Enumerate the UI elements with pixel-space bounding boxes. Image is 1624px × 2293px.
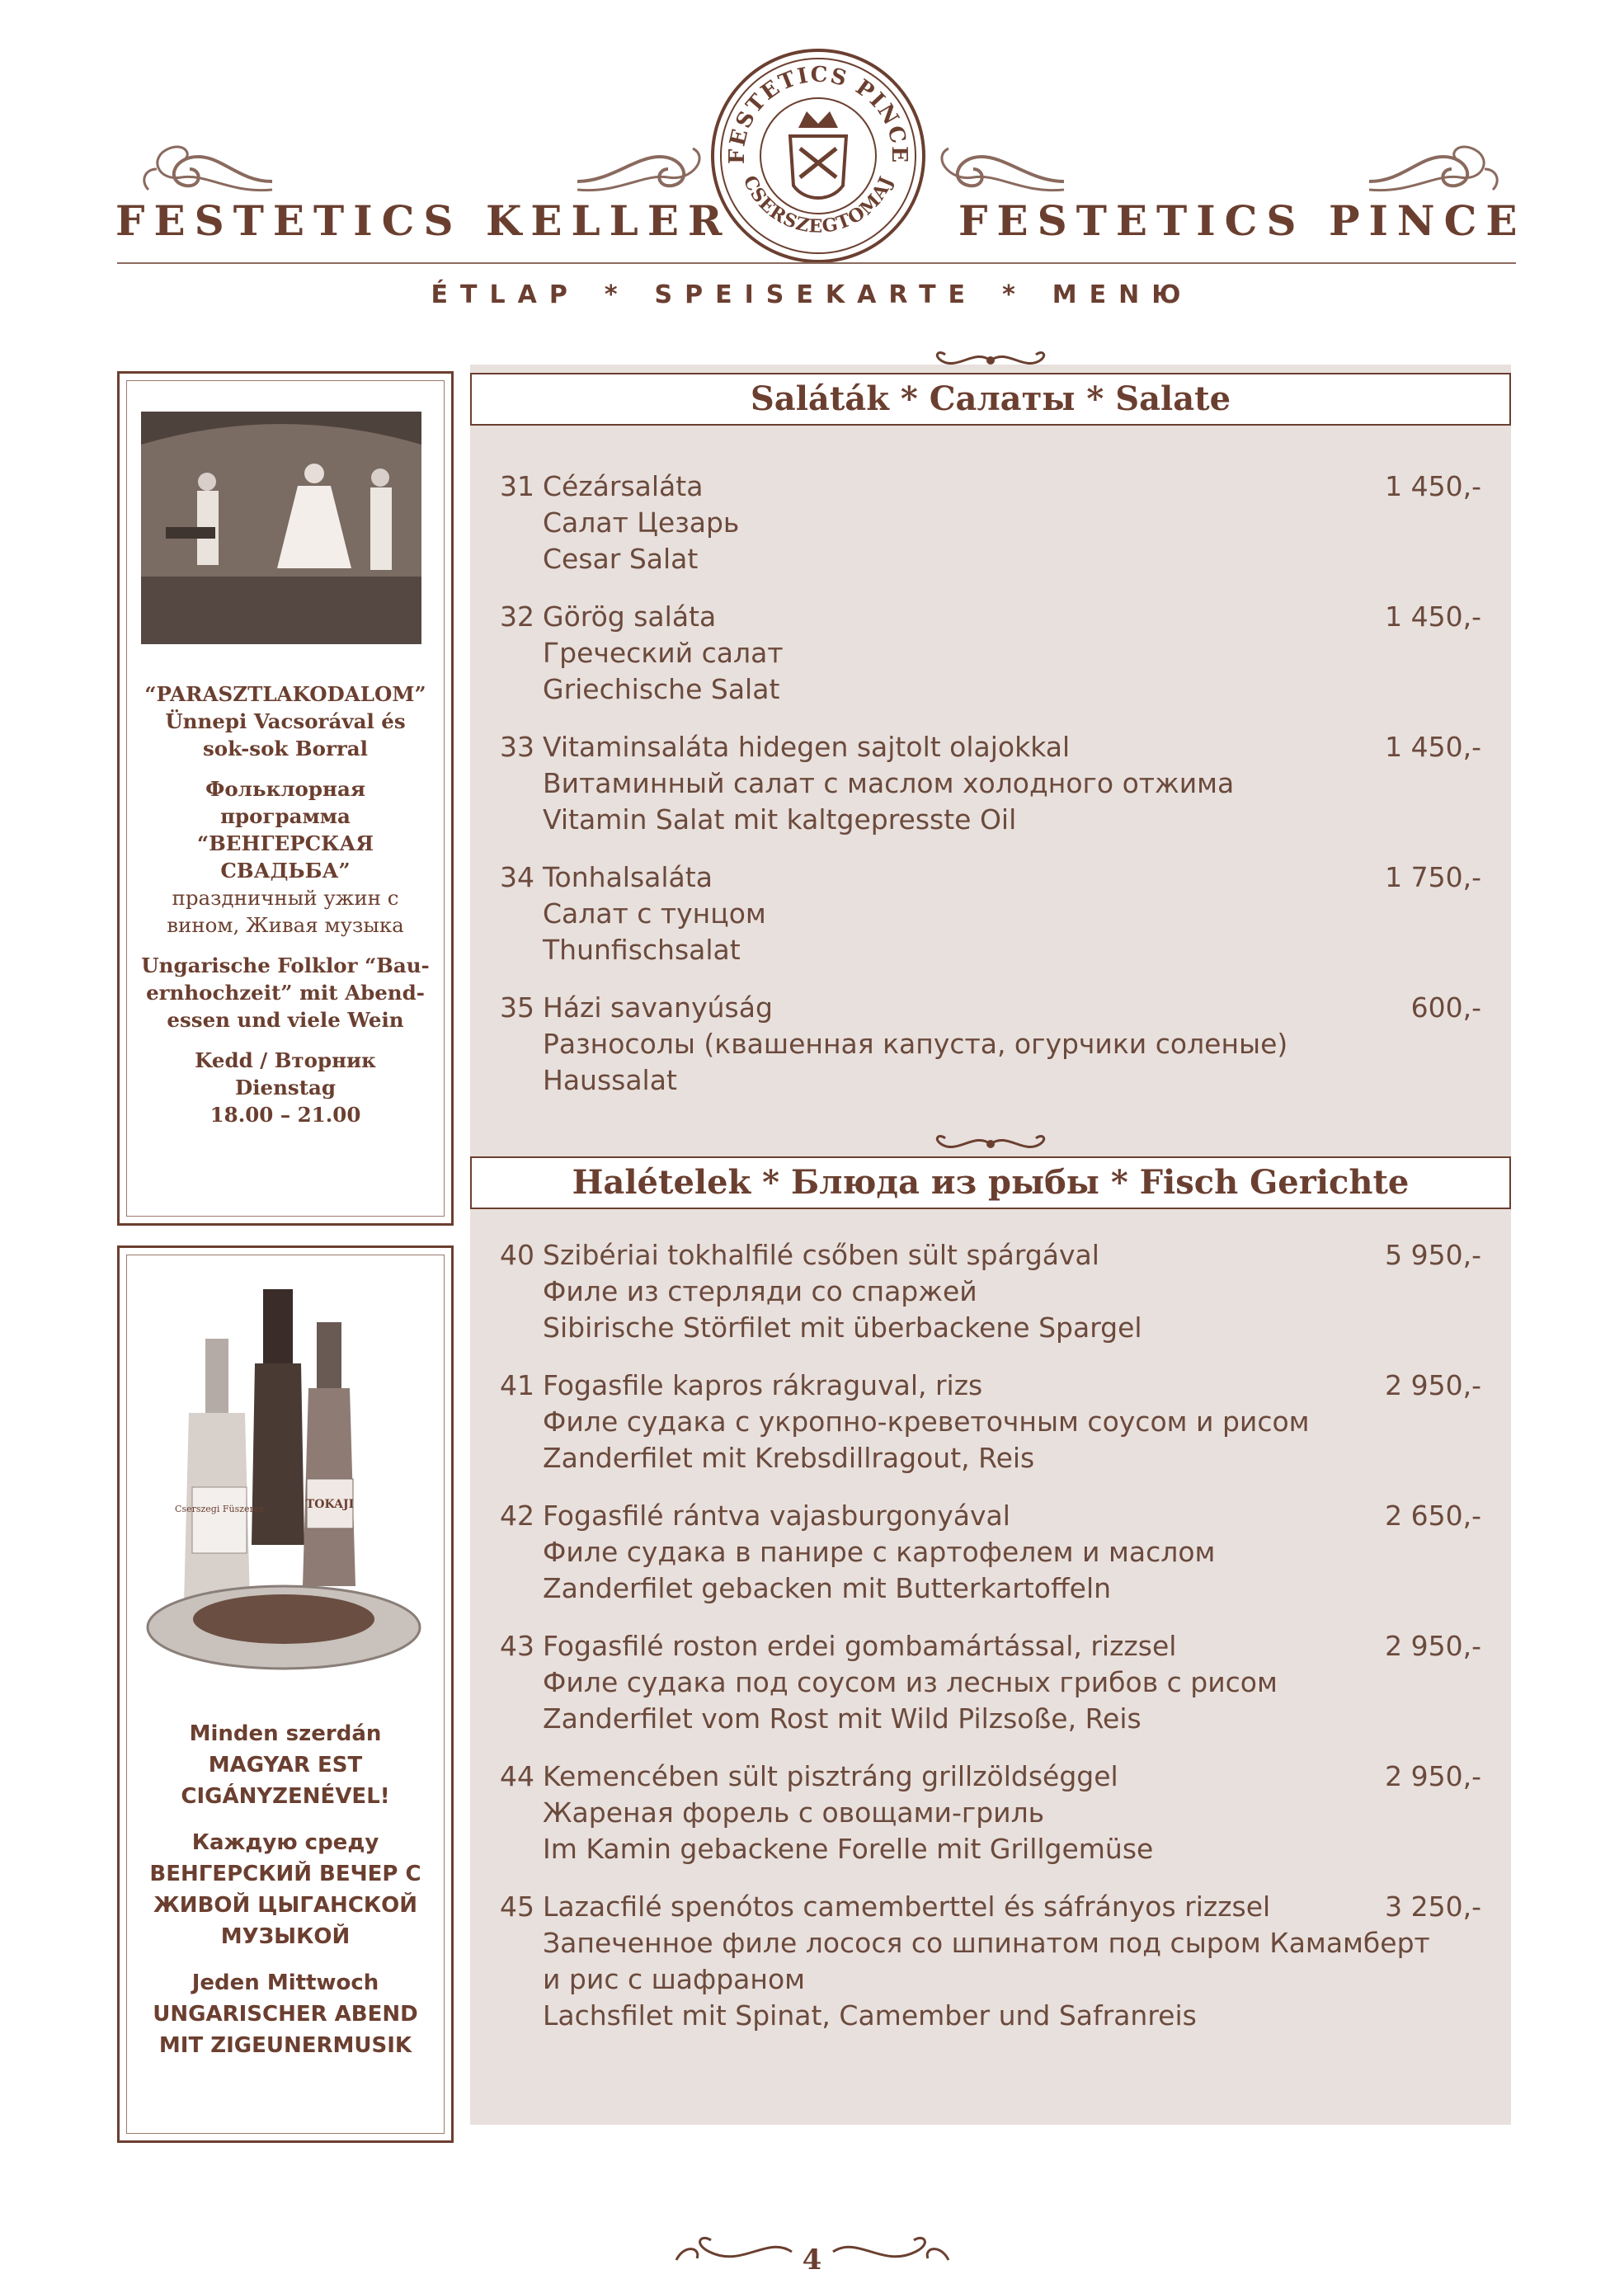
brand-name-left: FESTETICS KELLER <box>115 196 732 245</box>
item-name-hu: Tonhalsaláta <box>543 861 713 893</box>
seal-bottom-text: CSERSZEGTOMAJ <box>738 172 898 238</box>
menu-word-ru: MENЮ <box>1052 280 1193 309</box>
menu-word-hu: ÉTLAP <box>431 280 580 309</box>
item-price: 1 450,- <box>1385 600 1481 633</box>
fish-list <box>500 1237 1481 2055</box>
menu-word-de: SPEISEKARTE <box>654 280 978 309</box>
swirl-ornament-left-icon <box>124 124 280 206</box>
item-number: 35 <box>500 991 534 1024</box>
menu-title-line <box>0 280 1624 309</box>
item-name-de: Lachsfilet mit Spinat, Camember und Safranreis <box>543 1999 1197 2032</box>
salads-list <box>500 468 1481 1120</box>
item-name-de: Zanderfilet vom Rost mit Wild Pilzsoße, Reis <box>543 1702 1142 1735</box>
section-header-salads: Saláták * Салаты * Salate <box>470 373 1511 426</box>
brand-name-right: FESTETICS PINCE <box>958 196 1527 245</box>
panel1-de-line: Ungarische Folklor “Bau- <box>141 953 430 977</box>
item-name-ru: Филе судака с укропно-креветочным соусом и рисом <box>543 1405 1310 1438</box>
panel2-hu-line: MAGYAR EST <box>208 1753 363 1777</box>
panel1-text <box>120 680 451 1128</box>
item-name-de: Zanderfilet mit Krebsdillragout, Reis <box>543 1442 1035 1474</box>
item-name-de: Zanderfilet gebacken mit Butterkartoffeln <box>543 1572 1112 1604</box>
item-number: 44 <box>500 1760 534 1792</box>
item-number: 41 <box>500 1369 534 1401</box>
menu-item <box>500 729 1481 838</box>
item-name-de: Thunfischsalat <box>543 934 741 966</box>
item-name-ru: Салат Цезарь <box>543 506 740 539</box>
panel1-time-line: Dienstag <box>234 1076 337 1099</box>
panel1-ru-line: программа <box>220 804 351 828</box>
item-name-ru: Жареная форель с овощами-гриль <box>543 1796 1045 1829</box>
panel1-hu-line: sok-sok Borral <box>203 737 368 760</box>
item-name-hu: Lazacfilé spenótos camemberttel és sáfrányos rizzsel <box>543 1890 1271 1923</box>
item-name-ru: Филе судака в панире с картофелем и маслом <box>543 1536 1216 1568</box>
header-divider <box>117 262 1516 264</box>
swirl-ornament-center-left-icon <box>569 124 726 206</box>
panel2-hu-line: Minden szerdán <box>189 1721 382 1746</box>
panel2-de-line: Jeden Mittwoch <box>191 1970 379 1995</box>
item-number: 33 <box>500 731 534 763</box>
panel1-ru-line: СВАДЬБА” <box>220 859 351 883</box>
item-price: 2 650,- <box>1385 1500 1481 1532</box>
panel1-ru-line: вином, Живая музыка <box>167 913 404 937</box>
panel1-de-line: ernhochzeit” mit Abend- <box>146 981 425 1005</box>
panel2-ru-line: ВЕНГЕРСКИЙ ВЕЧЕР С <box>149 1862 421 1886</box>
panel2-text <box>120 1718 451 2061</box>
item-number: 32 <box>500 600 534 633</box>
page-number: 4 <box>802 2244 822 2277</box>
item-name-hu: Görög saláta <box>543 600 717 633</box>
item-price: 600,- <box>1410 991 1481 1024</box>
item-price: 2 950,- <box>1385 1760 1481 1792</box>
item-name-de: Griechische Salat <box>543 673 780 705</box>
panel1-hu-line: “PARASZTLAKODALOM” <box>144 682 426 706</box>
item-name-ru: Витаминный салат с маслом холодного отжима <box>543 767 1235 799</box>
item-name-hu: Szibériai tokhalfilé csőben sült spárgával <box>543 1239 1099 1271</box>
item-number: 45 <box>500 1890 534 1923</box>
item-name-de: Haussalat <box>543 1064 677 1096</box>
menu-item <box>500 1237 1481 1346</box>
seal-top-text: FESTETICS PINCE <box>724 62 912 165</box>
menu-item <box>500 1889 1481 2034</box>
menu-separator: * <box>1002 280 1028 309</box>
item-name-ru: Салат с тунцом <box>543 897 766 930</box>
cellar-seal-logo <box>708 45 929 266</box>
item-name-de: Vitamin Salat mit kaltgepresste Oil <box>543 803 1017 836</box>
item-name-ru: Филе из стерляди со спаржей <box>543 1275 977 1307</box>
menu-item <box>500 1498 1481 1607</box>
panel1-hu-line: Ünnepi Vacsorával és <box>165 709 406 733</box>
item-name-hu: Fogasfilé roston erdei gombamártással, rizzsel <box>543 1630 1177 1662</box>
swirl-ornament-center-right-icon <box>916 124 1072 206</box>
gypsy-music-panel <box>117 1245 454 2143</box>
menu-item <box>500 599 1481 708</box>
menu-item <box>500 859 1481 968</box>
menu-item <box>500 1628 1481 1737</box>
panel2-de-line: UNGARISCHER ABEND <box>153 2002 418 2027</box>
menu-item <box>500 1368 1481 1476</box>
panel2-ru-line: ЖИВОЙ ЦЫГАНСКОЙ <box>153 1893 418 1918</box>
item-price: 1 450,- <box>1385 731 1481 763</box>
item-price: 1 750,- <box>1385 861 1481 893</box>
item-price: 2 950,- <box>1385 1369 1481 1401</box>
item-number: 34 <box>500 861 534 893</box>
section-header-fish: Halételek * Блюда из рыбы * Fisch Gerichte <box>470 1156 1511 1209</box>
menu-item <box>500 468 1481 577</box>
panel2-hu-line: CIGÁNYZENÉVEL! <box>181 1784 390 1809</box>
item-price: 2 950,- <box>1385 1630 1481 1662</box>
panel2-ru-line: Каждую среду <box>191 1830 379 1855</box>
menu-item <box>500 990 1481 1099</box>
item-name-ru: Запеченное филе лосося со шпинатом под сыром Камамберт <box>543 1927 1430 1959</box>
panel1-time-line: Kedd / Вторник <box>195 1048 376 1072</box>
panel1-ru-line: “ВЕНГЕРСКАЯ <box>197 831 374 855</box>
panel1-ru-line: праздничный ужин с <box>172 886 399 910</box>
item-name-hu: Vitaminsaláta hidegen sajtolt olajokkal <box>543 731 1071 763</box>
item-price: 1 450,- <box>1385 470 1481 502</box>
swirl-ornament-right-icon <box>1361 124 1518 206</box>
panel1-de-line: essen und viele Wein <box>167 1008 404 1032</box>
panel2-de-line: MIT ZIGEUNERMUSIK <box>158 2033 412 2058</box>
item-name-hu: Fogasfilé rántva vajasburgonyával <box>543 1500 1010 1532</box>
panel1-ru-line: Фольклорная <box>205 777 365 801</box>
item-name-ru: Разносолы (квашенная капуста, огурчики соленые) <box>543 1028 1288 1060</box>
item-number: 42 <box>500 1500 534 1532</box>
wine-label-2: TOKAJI <box>305 1498 355 1511</box>
folk-show-panel <box>117 371 454 1226</box>
folk-dance-photo <box>141 412 421 644</box>
item-name-ru: Греческий салат <box>543 637 784 669</box>
item-name-de: Sibirische Störfilet mit überbackene Spargel <box>543 1311 1142 1344</box>
wine-bottles-image <box>139 1273 428 1677</box>
menu-item <box>500 1759 1481 1867</box>
item-name-hu: Kemencében sült pisztráng grillzöldséggel <box>543 1760 1118 1792</box>
item-name-hu: Házi savanyúság <box>543 991 773 1024</box>
item-number: 31 <box>500 470 534 502</box>
section-ornament-icon <box>925 1130 1057 1158</box>
panel2-ru-line: МУЗЫКОЙ <box>220 1924 351 1949</box>
menu-separator: * <box>604 280 630 309</box>
item-name-de: Im Kamin gebackene Forelle mit Grillgemüse <box>543 1833 1154 1865</box>
item-price: 3 250,- <box>1385 1890 1481 1923</box>
item-name-hu: Cézársaláta <box>543 470 704 502</box>
item-name-ru: Филе судака под соусом из лесных грибов с рисом <box>543 1666 1278 1698</box>
item-price: 5 950,- <box>1385 1239 1481 1271</box>
section-ornament-icon <box>925 346 1057 374</box>
wine-label-1: Cserszegi Füszeres <box>175 1504 264 1514</box>
item-name-de: Cesar Salat <box>543 543 699 575</box>
item-name-hu: Fogasfile kapros rákraguval, rizs <box>543 1369 983 1401</box>
item-number: 43 <box>500 1630 534 1662</box>
item-name-ru-cont: и рис с шафраном <box>543 1963 806 1995</box>
item-number: 40 <box>500 1239 534 1271</box>
panel1-time-line: 18.00 – 21.00 <box>209 1103 361 1127</box>
